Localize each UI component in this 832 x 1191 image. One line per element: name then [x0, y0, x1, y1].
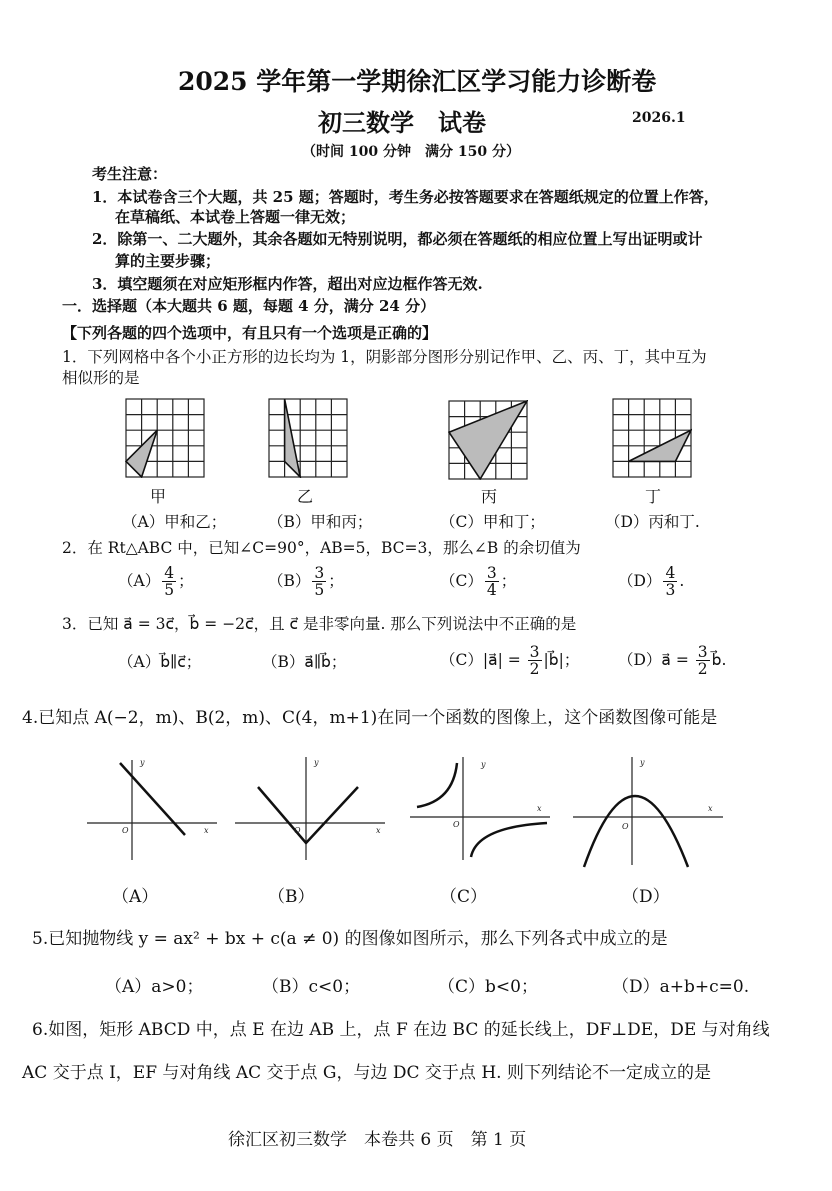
q1-text-line2: 相似形的是: [62, 369, 140, 387]
q4-graph-b: [230, 755, 390, 865]
q5-text: 5.已知抛物线 y = ax² + bx + c(a ≠ 0) 的图像如图所示，那么下列各式中成立的是: [32, 929, 668, 949]
grid-label-ding: 丁: [645, 487, 662, 506]
grid-label-yi: 乙: [297, 487, 314, 506]
q5-option-b: （B）c<0；: [262, 977, 361, 997]
graph-b-x-label: x: [376, 826, 381, 835]
q2-option-a-frac: $\frac{4}{5}$: [164, 564, 175, 600]
q5-option-d: （D）a+b+c=0.: [612, 977, 750, 997]
note-1b: 在草稿纸、本试卷上答题一律无效；: [115, 208, 356, 226]
grid-bing: [448, 400, 528, 480]
q2-option-b-label: （B）: [268, 571, 311, 590]
graph-a-y-label: y: [140, 758, 145, 767]
graph-d-y-label: y: [640, 758, 645, 767]
q3-option-b: （B）a⃗∥b⃗；: [262, 653, 347, 671]
q6-text-line2: AC 交于点 I，EF 与对角线 AC 交于点 G，与边 DC 交于点 H. 则下列结论不一定成立的是: [22, 1063, 711, 1083]
subject-title: 初三数学 试卷: [318, 108, 486, 137]
q3-option-a: （A）b⃗∥c⃗；: [118, 653, 202, 671]
q4-graph-label-d: （D）: [622, 887, 670, 907]
q2-option-d-frac: $\frac{4}{3}$: [665, 564, 676, 600]
grid-label-jia: 甲: [150, 487, 167, 506]
q2-option-c-frac: $\frac{3}{4}$: [486, 564, 497, 600]
page-footer: 徐汇区初三数学 本卷共 6 页 第 1 页: [228, 1130, 527, 1150]
time-info: （时间 100 分钟 满分 150 分）: [302, 144, 520, 160]
notes-heading: 考生注意：: [92, 165, 168, 183]
q1-option-d: （D）丙和丁.: [605, 513, 700, 531]
note-2b: 算的主要步骤；: [115, 252, 221, 270]
q2-option-a-label: （A）: [118, 571, 161, 590]
q6-text-line1: 6.如图，矩形 ABCD 中，点 E 在边 AB 上，点 F 在边 BC 的延长线上，DF⊥DE，DE 与对角线: [32, 1020, 770, 1040]
grid-jia: [125, 398, 205, 478]
q2-option-c-label: （C）: [440, 571, 483, 590]
q1-option-a: （A）甲和乙；: [122, 513, 227, 531]
q2-option-b-frac: $\frac{3}{5}$: [314, 564, 325, 600]
q4-graph-label-b: （B）: [268, 887, 315, 907]
q2-option-d: （D） $\frac{4}{3}$ .: [618, 564, 685, 600]
q4-graph-c: [405, 755, 555, 865]
note-1: 1．本试卷含三个大题，共 25 题；答题时，考生务必按答题要求在答题纸规定的位置上作答，: [92, 188, 719, 206]
grid-label-bing: 丙: [481, 487, 498, 506]
q2-option-d-label: （D）: [618, 571, 662, 590]
q4-text: 4.已知点 A(−2，m)、B(2，m)、C(4，m+1)在同一个函数的图像上，这个函数图像可能是: [22, 708, 718, 728]
q2-option-c: （C） $\frac{3}{4}$ ；: [440, 564, 517, 600]
note-3: 3．填空题须在对应矩形框内作答，超出对应边框作答无效.: [92, 275, 483, 293]
q4-graph-label-a: （A）: [112, 887, 159, 907]
q5-option-c: （C）b<0；: [438, 977, 538, 997]
q3-option-c: （C）|a⃗| = $\frac{3}{2}$ |b⃗|；: [440, 643, 580, 679]
q4-graph-a: [82, 755, 222, 865]
note-2: 2．除第一、二大题外，其余各题如无特别说明，都必须在答题纸的相应位置上写出证明或计: [92, 230, 703, 248]
graph-c-y-label: y: [481, 760, 486, 769]
q3-c-frac: $\frac{3}{2}$: [529, 643, 540, 679]
q3-text: 3．已知 a⃗ = 3c⃗，b⃗ = −2c⃗，且 c⃗ 是非零向量. 那么下列说法中不正确的是: [62, 615, 577, 633]
graph-c-x-label: x: [537, 804, 542, 813]
graph-b-origin: O: [294, 826, 301, 835]
graph-a-origin: O: [122, 826, 129, 835]
q2-option-a: （A） $\frac{4}{5}$ ；: [118, 564, 194, 600]
exam-title: 2025 学年第一学期徐汇区学习能力诊断卷: [178, 67, 657, 96]
q2-text: 2．在 Rt△ABC 中，已知∠C=90°，AB=5，BC=3，那么∠B 的余切值为: [62, 539, 581, 557]
q1-text-line1: 1．下列网格中各个小正方形的边长均为 1，阴影部分图形分别记作甲、乙、丙、丁，其中互为: [62, 348, 707, 366]
graph-c-origin: O: [453, 820, 460, 829]
q5-option-a: （A）a>0；: [105, 977, 204, 997]
graph-b-y-label: y: [314, 758, 319, 767]
graph-a-x-label: x: [204, 826, 209, 835]
section1-instruction: 【下列各题的四个选项中，有且只有一个选项是正确的】: [62, 324, 438, 342]
q3-option-d: （D）a⃗ = $\frac{3}{2}$ b⃗.: [618, 643, 727, 679]
q4-graph-label-c: （C）: [440, 887, 488, 907]
q1-option-b: （B）甲和丙；: [268, 513, 373, 531]
exam-date: 2026.1: [632, 110, 686, 126]
graph-d-origin: O: [622, 822, 629, 831]
section1-heading: 一．选择题（本大题共 6 题，每题 4 分，满分 24 分）: [62, 297, 436, 315]
q4-graph-d: [568, 755, 728, 870]
q3-d-frac: $\frac{3}{2}$: [697, 643, 708, 679]
grid-ding: [612, 398, 692, 478]
q2-option-b: （B） $\frac{3}{5}$ ；: [268, 564, 344, 600]
q1-option-c: （C）甲和丁；: [440, 513, 545, 531]
grid-yi: [268, 398, 348, 478]
graph-d-x-label: x: [708, 804, 713, 813]
